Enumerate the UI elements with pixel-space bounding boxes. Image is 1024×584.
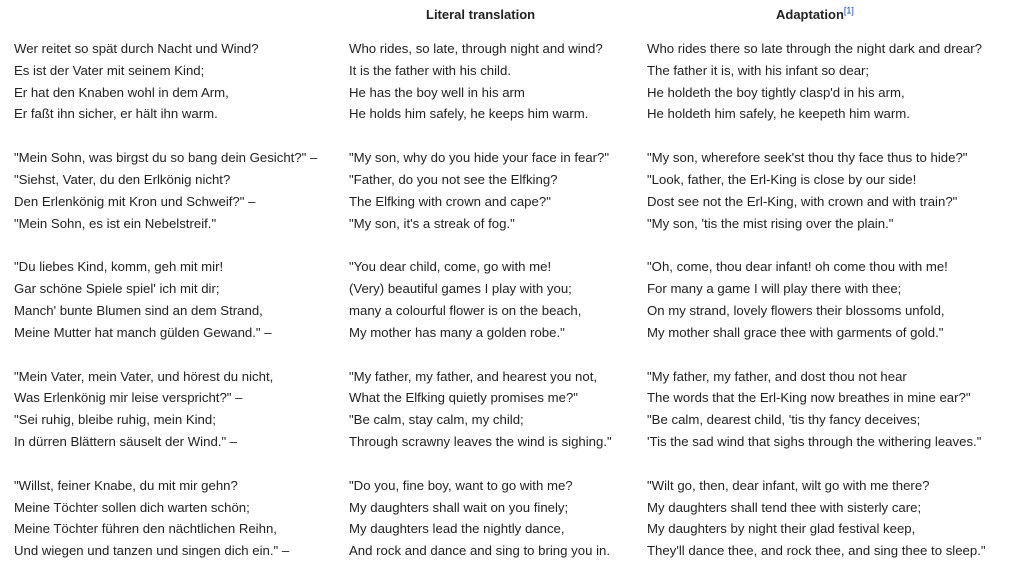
- verse-line: And rock and dance and sing to bring you in.: [349, 543, 610, 559]
- verse-line: "Do you, fine boy, want to go with me?: [349, 477, 573, 493]
- verse-line: "Be calm, stay calm, my child;: [349, 412, 524, 428]
- header-adaptation: [776, 7, 854, 22]
- verse-line: "My son, why do you hide your face in fear?": [349, 150, 610, 166]
- verse-line: My mother has many a golden robe.": [349, 324, 565, 340]
- verse-line: Es ist der Vater mit seinem Kind;: [14, 62, 205, 78]
- stanza: [647, 475, 986, 562]
- verse-line: He holdeth the boy tightly clasp'd in his arm,: [647, 84, 905, 100]
- verse-line: "You dear child, come, go with me!: [349, 259, 552, 275]
- verse-line: Dost see not the Erl-King, with crown and with train?": [647, 193, 958, 209]
- verse-line: It is the father with his child.: [349, 62, 511, 78]
- verse-line: He has the boy well in his arm: [349, 84, 525, 100]
- verse-line: My daughters by night their glad festival keep,: [647, 521, 916, 537]
- stanza: [647, 38, 986, 125]
- verse-line: "My son, it's a streak of fog.": [349, 215, 515, 231]
- verse-line: 'Tis the sad wind that sighs through the withering leaves.": [647, 433, 982, 449]
- verse-line: "Mein Vater, mein Vater, und hörest du nicht,: [14, 368, 274, 384]
- stanza: [14, 475, 317, 562]
- verse-line: My daughters shall tend thee with sisterly care;: [647, 499, 922, 515]
- verse-line: Meine Töchter sollen dich warten schön;: [14, 499, 250, 515]
- verse-line: Was Erlenkönig mir leise verspricht?" –: [14, 390, 243, 406]
- verse-line: "My son, 'tis the mist rising over the plain.": [647, 215, 894, 231]
- verse-line: They'll dance thee, and rock thee, and sing thee to sleep.": [647, 543, 986, 559]
- header-adaptation-label: Adaptation: [776, 7, 844, 22]
- footnote-ref: [844, 6, 854, 16]
- verse-line: "Father, do you not see the Elfking?: [349, 171, 558, 187]
- header-literal-translation: Literal translation: [426, 7, 536, 22]
- verse-line: He holds him safely, he keeps him warm.: [349, 106, 589, 122]
- verse-line: "Siehst, Vater, du den Erlkönig nicht?: [14, 171, 231, 187]
- verse-line: Who rides there so late through the night dark and drear?: [647, 41, 983, 56]
- verse-line: "My son, wherefore seek'st thou thy face thus to hide?": [647, 150, 968, 166]
- column-literal-translation: [349, 38, 612, 584]
- verse-line: In dürren Blättern säuselt der Wind." –: [14, 433, 238, 449]
- stanza: [14, 147, 317, 234]
- verse-line: My mother shall grace thee with garments of gold.": [647, 324, 944, 340]
- verse-line: Er faßt ihn sicher, er hält ihn warm.: [14, 106, 218, 122]
- verse-line: My daughters lead the nightly dance,: [349, 521, 565, 537]
- verse-line: Meine Mutter hat manch gülden Gewand." –: [14, 324, 272, 340]
- stanza: [14, 366, 317, 453]
- verse-line: "Willst, feiner Knabe, du mit mir gehn?: [14, 477, 238, 493]
- verse-line: The Elfking with crown and cape?": [349, 193, 551, 209]
- verse-line: Den Erlenkönig mit Kron und Schweif?" –: [14, 193, 256, 209]
- verse-line: "My father, my father, and dost thou not hear: [647, 368, 907, 384]
- stanza: [647, 366, 986, 453]
- verse-line: Er hat den Knaben wohl in dem Arm,: [14, 84, 229, 100]
- stanza: [14, 256, 317, 343]
- stanza: [647, 256, 986, 343]
- verse-line: "Du liebes Kind, komm, geh mit mir!: [14, 259, 224, 275]
- verse-line: "Wilt go, then, dear infant, wilt go with me there?: [647, 477, 930, 493]
- column-german: [14, 38, 317, 584]
- stanza: [349, 256, 612, 343]
- verse-line: many a colourful flower is on the beach,: [349, 302, 582, 318]
- verse-line: For many a game I will play there with thee;: [647, 281, 902, 297]
- verse-line: Wer reitet so spät durch Nacht und Wind?: [14, 41, 259, 56]
- verse-line: (Very) beautiful games I play with you;: [349, 281, 572, 297]
- verse-line: Who rides, so late, through night and wind?: [349, 41, 603, 56]
- stanza: [349, 366, 612, 453]
- verse-line: "Sei ruhig, bleibe ruhig, mein Kind;: [14, 412, 216, 428]
- stanza: [647, 147, 986, 234]
- verse-line: Through scrawny leaves the wind is sighing.": [349, 433, 612, 449]
- verse-line: Gar schöne Spiele spiel' ich mit dir;: [14, 281, 220, 297]
- stanza: [349, 38, 612, 125]
- verse-line: The father it is, with his infant so dear;: [647, 62, 870, 78]
- verse-line: "Look, father, the Erl-King is close by our side!: [647, 171, 917, 187]
- verse-line: My daughters shall wait on you finely;: [349, 499, 569, 515]
- verse-line: Und wiegen und tanzen und singen dich ein." –: [14, 543, 290, 559]
- verse-line: On my strand, lovely flowers their blossoms unfold,: [647, 302, 945, 318]
- column-adaptation: [647, 38, 986, 584]
- footnote-link[interactable]: [1]: [843, 5, 854, 16]
- verse-line: He holdeth him safely, he keepeth him warm.: [647, 106, 910, 122]
- stanza: [14, 38, 317, 125]
- verse-line: The words that the Erl-King now breathes in mine ear?": [647, 390, 971, 406]
- verse-line: Manch' bunte Blumen sind an dem Strand,: [14, 302, 263, 318]
- verse-line: "My father, my father, and hearest you not,: [349, 368, 598, 384]
- verse-line: "Mein Sohn, es ist ein Nebelstreif.": [14, 215, 217, 231]
- verse-line: Meine Töchter führen den nächtlichen Reihn,: [14, 521, 277, 537]
- verse-line: "Mein Sohn, was birgst du so bang dein Gesicht?" –: [14, 150, 318, 166]
- stanza: [349, 475, 612, 562]
- stanza: [349, 147, 612, 234]
- verse-line: "Oh, come, thou dear infant! oh come thou with me!: [647, 259, 948, 275]
- verse-line: What the Elfking quietly promises me?": [349, 390, 578, 406]
- verse-line: "Be calm, dearest child, 'tis thy fancy deceives;: [647, 412, 921, 428]
